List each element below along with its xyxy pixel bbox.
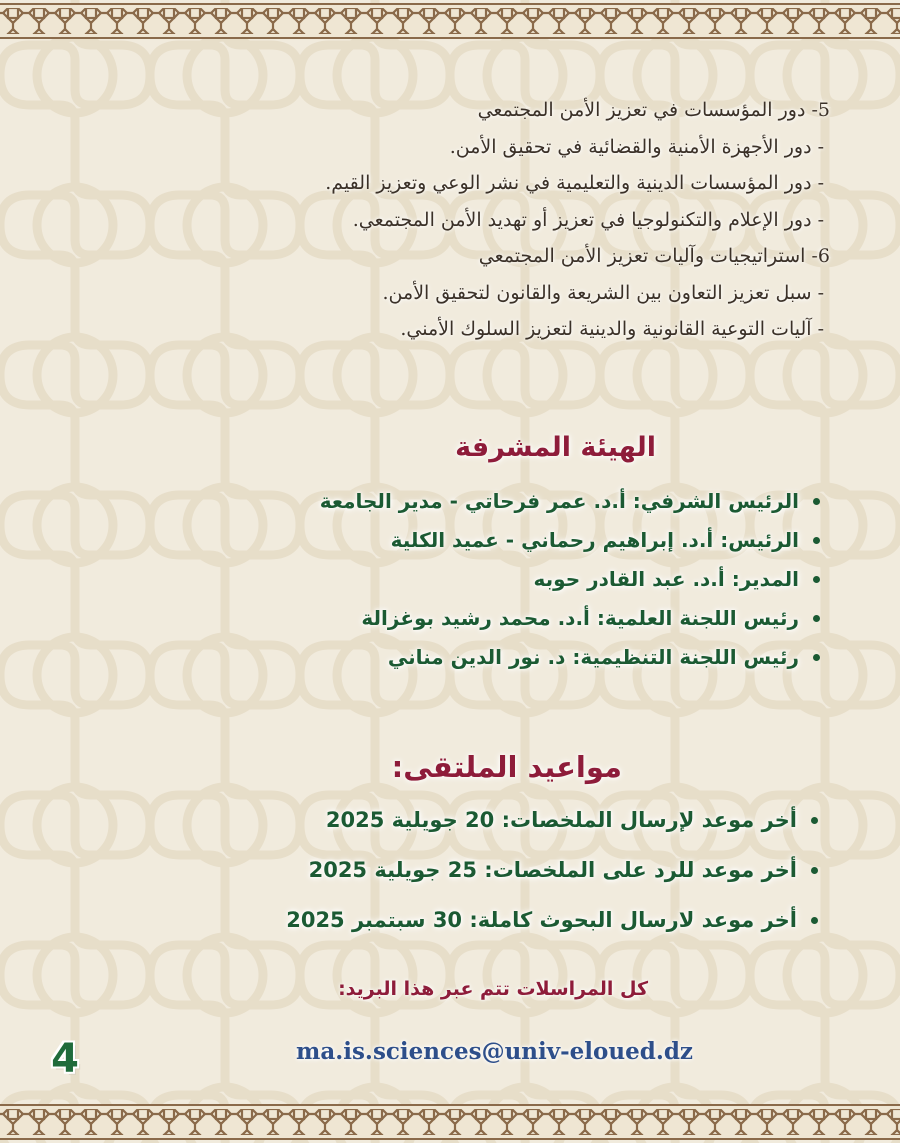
- date-item: [198, 795, 818, 845]
- bullet-icon: [813, 576, 820, 583]
- topic-heading-6: 6- استراتيجيات وآليات تعزيز الأمن المجتمعي: [478, 245, 830, 267]
- dates-title: مواعيد الملتقى:: [391, 750, 622, 784]
- dates-list: [198, 795, 818, 945]
- topic-heading-5: 5- دور المؤسسات في تعزيز الأمن المجتمعي: [477, 99, 830, 121]
- date-item-text: أخر موعد لإرسال الملخصات: 20 جويلية 2025: [325, 808, 797, 832]
- bullet-icon: [811, 817, 818, 824]
- date-item-text: أخر موعد للرد على الملخصات: 25 جويلية 2025: [308, 858, 797, 882]
- page-number: 4: [51, 1036, 79, 1082]
- topic-item: - دور الإعلام والتكنولوجيا في تعزيز أو تهديد الأمن المجتمعي.: [352, 208, 824, 231]
- committee-member: [220, 521, 820, 560]
- bullet-icon: [813, 615, 820, 622]
- committee-member: [220, 482, 820, 521]
- committee-member-text: الرئيس الشرفي: أ.د. عمر فرحاتي - مدير الجامعة: [319, 489, 799, 513]
- topic-item: - دور الأجهزة الأمنية والقضائية في تحقيق الأمن.: [449, 135, 824, 158]
- committee-member-text: الرئيس: أ.د. إبراهيم رحماني - عميد الكلية: [390, 528, 799, 552]
- correspondence-label: كل المراسلات تتم عبر هذا البريد:: [338, 978, 648, 1000]
- committee-list: [220, 482, 820, 677]
- date-item: [198, 845, 818, 895]
- topic-item: - آليات التوعية القانونية والدينية لتعزيز السلوك الأمني.: [400, 318, 824, 340]
- date-item: [198, 895, 818, 945]
- topics-list: [210, 92, 830, 348]
- topic-item: - دور المؤسسات الدينية والتعليمية في نشر الوعي وتعزيز القيم.: [325, 172, 824, 194]
- committee-member: [220, 599, 820, 638]
- bullet-icon: [813, 654, 820, 661]
- topic-item: - سبل تعزيز التعاون بين الشريعة والقانون لتحقيق الأمن.: [382, 281, 824, 304]
- committee-member: [220, 560, 820, 599]
- committee-title: الهيئة المشرفة: [455, 432, 656, 463]
- bullet-icon: [813, 537, 820, 544]
- bullet-icon: [813, 498, 820, 505]
- contact-email-link[interactable]: ma.is.sciences@univ-eloued.dz: [296, 1038, 693, 1065]
- committee-member-text: المدير: أ.د. عبد القادر حوبه: [533, 567, 799, 591]
- bullet-icon: [811, 917, 818, 924]
- bullet-icon: [811, 867, 818, 874]
- committee-member-text: رئيس اللجنة العلمية: أ.د. محمد رشيد بوغزالة: [361, 606, 799, 630]
- committee-member-text: رئيس اللجنة التنظيمية: د. نور الدين مناني: [387, 645, 799, 669]
- committee-member: [220, 638, 820, 677]
- date-item-text: أخر موعد لارسال البحوث كاملة: 30 سبتمبر 2025: [286, 908, 797, 932]
